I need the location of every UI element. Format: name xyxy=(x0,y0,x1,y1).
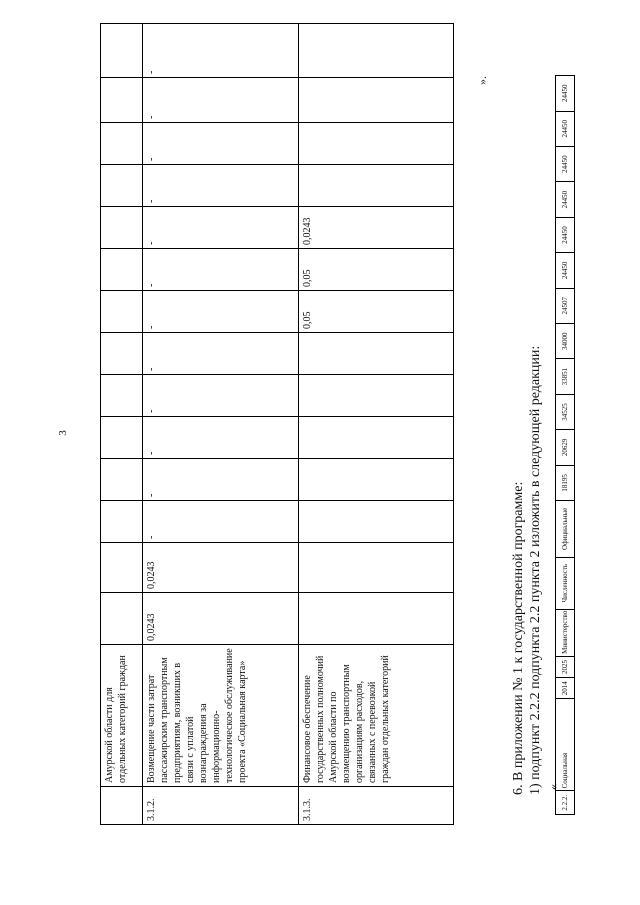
cell: 20629 xyxy=(556,430,575,465)
row-title: Финансовое обеспечение государственных полномочий Амурской области по возмещению транспортным организациям расходов, связанных с перевозкой граждан отдельных категорий xyxy=(299,645,454,787)
cell: 18195 xyxy=(556,465,575,500)
table-row xyxy=(101,24,143,825)
value-cell xyxy=(299,165,454,207)
cell: 33851 xyxy=(556,359,575,394)
value-cell: 0,05 xyxy=(299,291,454,333)
value-cell: - xyxy=(143,207,299,249)
rotated-page xyxy=(100,65,569,825)
cell: 24450 xyxy=(556,111,575,146)
value-cell xyxy=(299,375,454,417)
value-cell xyxy=(299,593,454,645)
value-cell: 0,0243 xyxy=(143,543,299,593)
row-number: 3.1.3. xyxy=(299,787,454,825)
value-cell xyxy=(299,417,454,459)
cell: Численность xyxy=(556,557,575,609)
row-title: Возмещение части затрат пассажирским транспортным предприятиям, возникших в связи с уплатой вознаграждения за информационно-технологическое обслуживание проекта «Социальная карта» xyxy=(143,645,299,787)
value-cell: - xyxy=(143,249,299,291)
cell: 2.2.2. xyxy=(556,791,575,815)
value-cell: 0,0243 xyxy=(143,593,299,645)
table-row xyxy=(299,24,454,825)
value-cell: - xyxy=(143,459,299,501)
cell: 24450 xyxy=(556,146,575,181)
cell: 24450 xyxy=(556,182,575,217)
value-cell xyxy=(299,543,454,593)
cell: 34525 xyxy=(556,394,575,429)
value-cell xyxy=(299,459,454,501)
amendment-instructions xyxy=(510,95,544,795)
table-row xyxy=(143,24,299,825)
cell: Официальные xyxy=(556,501,575,558)
value-cell xyxy=(299,501,454,543)
subitem-table xyxy=(555,75,575,815)
value-cell: - xyxy=(143,165,299,207)
row-number xyxy=(101,787,143,825)
table-row xyxy=(556,76,575,815)
value-cell: - xyxy=(143,291,299,333)
value-cell: - xyxy=(143,78,299,123)
row-title: Амурской области для отдельных категорий граждан xyxy=(101,645,143,787)
cell: 2025 xyxy=(556,656,575,677)
cell: 24450 xyxy=(556,76,575,112)
value-cell xyxy=(299,78,454,123)
instruction-line-2: 1) подпункт 2.2.2 подпункта 2.2 пункта 2 изложить в следующей редакции: xyxy=(528,345,543,795)
value-cell: - xyxy=(143,123,299,165)
program-table xyxy=(100,23,454,825)
instruction-line-1: 6. В приложении № 1 к государственной программе: xyxy=(511,481,526,795)
value-cell xyxy=(299,123,454,165)
closing-quote: ». xyxy=(475,76,489,85)
value-cell: - xyxy=(143,24,299,78)
cell: 34000 xyxy=(556,324,575,359)
value-cell: 0,0243 xyxy=(299,207,454,249)
page-number: 3 xyxy=(57,430,69,436)
value-cell: - xyxy=(143,375,299,417)
value-cell: 0,05 xyxy=(299,249,454,291)
opening-quote: « xyxy=(546,784,560,790)
cell: 24450 xyxy=(556,217,575,252)
cell: 24507 xyxy=(556,288,575,323)
value-cell: - xyxy=(143,417,299,459)
cell: 2014 xyxy=(556,678,575,699)
value-cell xyxy=(299,24,454,78)
value-cell xyxy=(299,333,454,375)
value-cell: - xyxy=(143,501,299,543)
row-number: 3.1.2. xyxy=(143,787,299,825)
cell: Министерство xyxy=(556,609,575,656)
cell: 24450 xyxy=(556,253,575,288)
value-cell: - xyxy=(143,333,299,375)
cell: Социальная xyxy=(556,699,575,791)
